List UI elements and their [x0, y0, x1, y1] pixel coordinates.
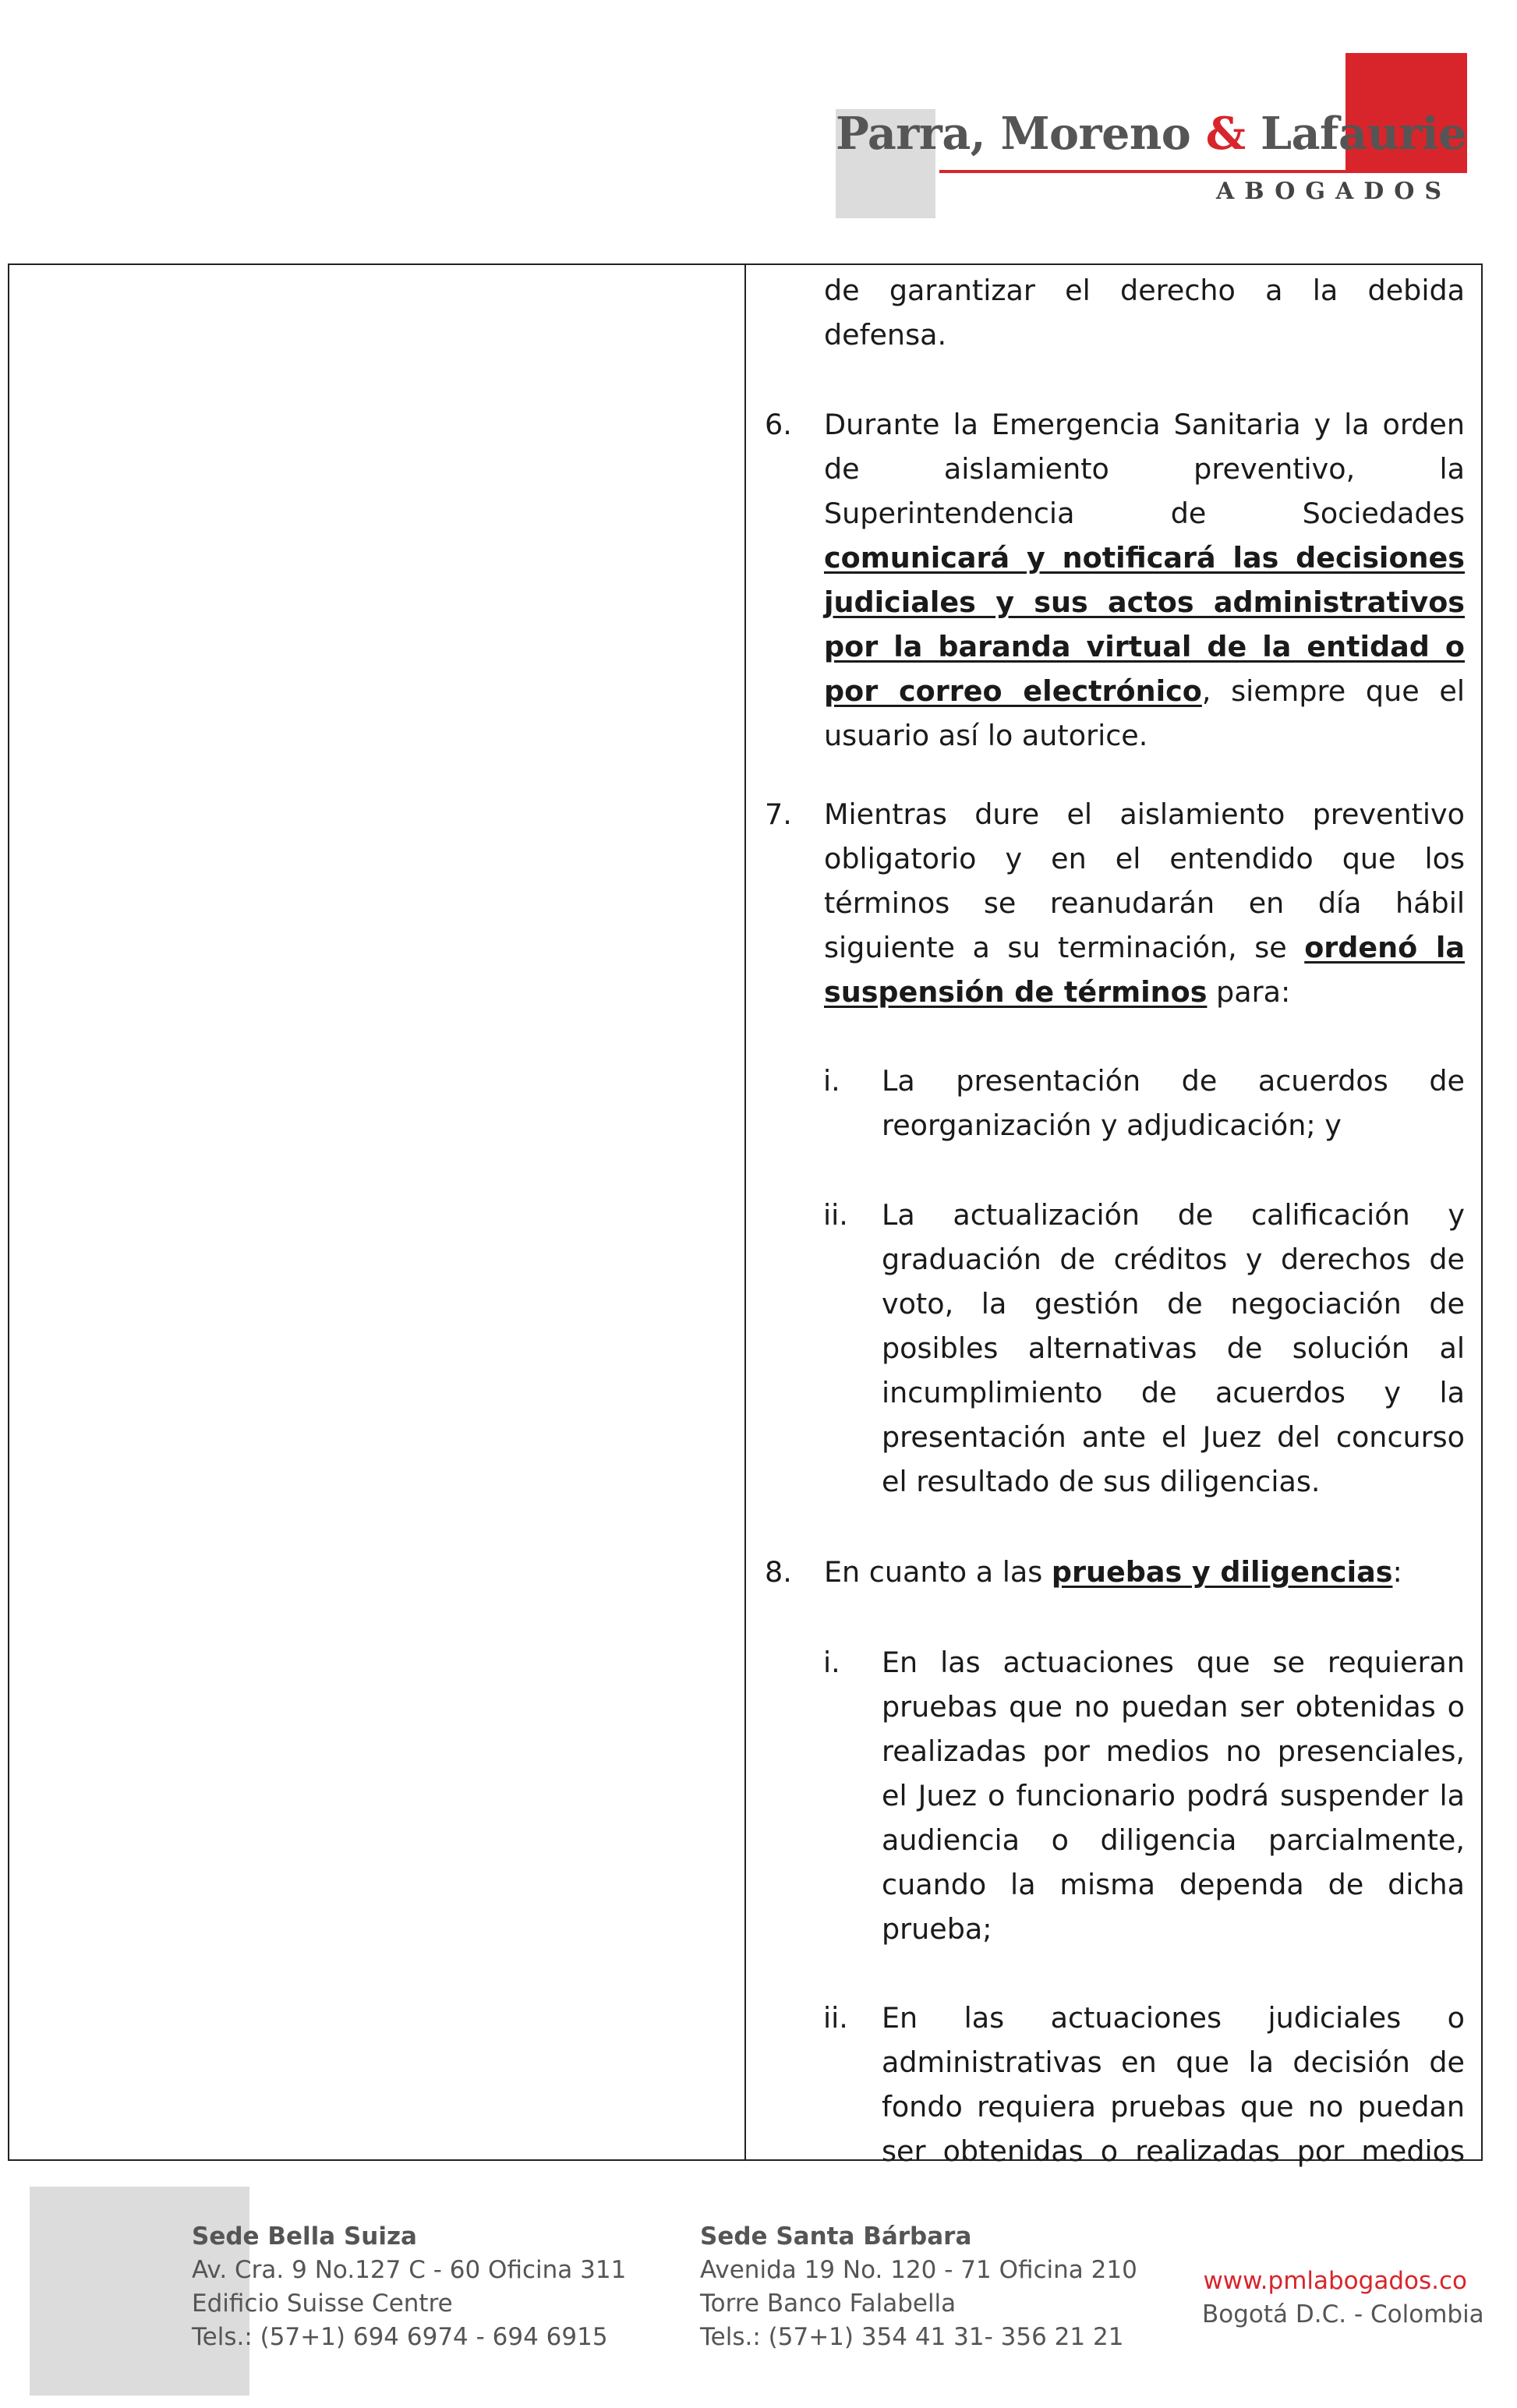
- office-name: Sede Bella Suiza: [192, 2222, 417, 2251]
- sub-item-text: La actualización de calificación y graduación de créditos y derechos de voto, la gestión de negociación de posibles alternativas de solución al incumplimiento de acuerdos y la presentación ante el Juez del concurso el resultado de sus diligencias.: [882, 1198, 1465, 1498]
- sub-item-marker: ii.: [823, 2001, 848, 2035]
- sub-item-text: En las actuaciones judiciales o administrativas en que la decisión de fondo requiera pruebas que no puedan ser obtenidas o realizadas por medios: [882, 2001, 1465, 2168]
- list-number-7: 7.: [765, 797, 792, 831]
- office-phones: Tels.: (57+1) 694 6974 - 694 6915: [192, 2323, 608, 2351]
- office-phones: Tels.: (57+1) 354 41 31- 356 21 21: [700, 2323, 1124, 2351]
- firm-subtitle: ABOGADOS: [1216, 178, 1452, 205]
- office-building: Edificio Suisse Centre: [192, 2290, 453, 2318]
- list-item-7: [824, 792, 1465, 1014]
- item-7-text-after: para:: [1207, 975, 1291, 1009]
- website-link[interactable]: www.pmlabogados.co: [1203, 2267, 1467, 2295]
- table-left-cell: [9, 265, 743, 2159]
- office-building: Torre Banco Falabella: [700, 2290, 957, 2318]
- footer-office-santa-barbara: [700, 2220, 1137, 2354]
- list-item-6: [824, 402, 1465, 758]
- item-6-text-before: Durante la Emergencia Sanitaria y la orden de aislamiento preventivo, la Superintendencia de Sociedades: [824, 408, 1465, 530]
- continuation-paragraph: de garantizar el derecho a la debida defensa.: [824, 274, 1465, 352]
- firm-name-ampersand: &: [1205, 108, 1246, 160]
- office-address: Avenida 19 No. 120 - 71 Oficina 210: [700, 2256, 1137, 2284]
- firm-name-part1: Parra, Moreno: [836, 108, 1206, 160]
- footer-city: Bogotá D.C. - Colombia: [1202, 2300, 1484, 2328]
- list-number-8: 8.: [765, 1555, 792, 1589]
- footer-office-bella-suiza: [192, 2220, 626, 2354]
- item-6-text-after: , siempre que el usuario así lo autorice.: [824, 674, 1465, 752]
- list-item-8: [824, 1550, 1465, 1594]
- firm-logo-name: [836, 108, 1475, 160]
- office-address: Av. Cra. 9 No.127 C - 60 Oficina 311: [192, 2256, 627, 2284]
- office-name: Sede Santa Bárbara: [700, 2222, 972, 2251]
- sub-item-text: La presentación de acuerdos de reorganización y adjudicación; y: [882, 1064, 1465, 1142]
- sub-item-marker: i.: [823, 1646, 840, 1679]
- list-number-6: 6.: [765, 408, 792, 441]
- item-7-text-before: Mientras dure el aislamiento preventivo obligatorio y en el entendido que los términos se reanudarán en día hábil siguiente a su terminación, se: [824, 797, 1465, 964]
- firm-name-part2: Lafaurie: [1245, 108, 1466, 160]
- footer-contact: [1202, 2265, 1484, 2332]
- item-8-text-before: En cuanto a las: [824, 1555, 1052, 1589]
- sub-item-marker: i.: [823, 1064, 840, 1098]
- item-8-text-after: :: [1392, 1555, 1402, 1589]
- sub-item-marker: ii.: [823, 1198, 848, 1232]
- item-6-emphasis: comunicará y notificará las decisiones judiciales y sus actos administrativos por la baranda virtual de la entidad o por correo electrónico: [824, 541, 1465, 708]
- sub-item-text: En las actuaciones que se requieran pruebas que no puedan ser obtenidas o realizadas por medios no presenciales, el Juez o funcionario podrá suspender la audiencia o diligencia parcialmente, cuando la misma dependa de dicha prueba;: [882, 1646, 1465, 1946]
- table-column-divider: [744, 263, 746, 2161]
- logo-underline: [939, 170, 1467, 173]
- item-7-emphasis: ordenó la suspensión de términos: [824, 931, 1465, 1009]
- item-8-emphasis: pruebas y diligencias: [1051, 1555, 1393, 1589]
